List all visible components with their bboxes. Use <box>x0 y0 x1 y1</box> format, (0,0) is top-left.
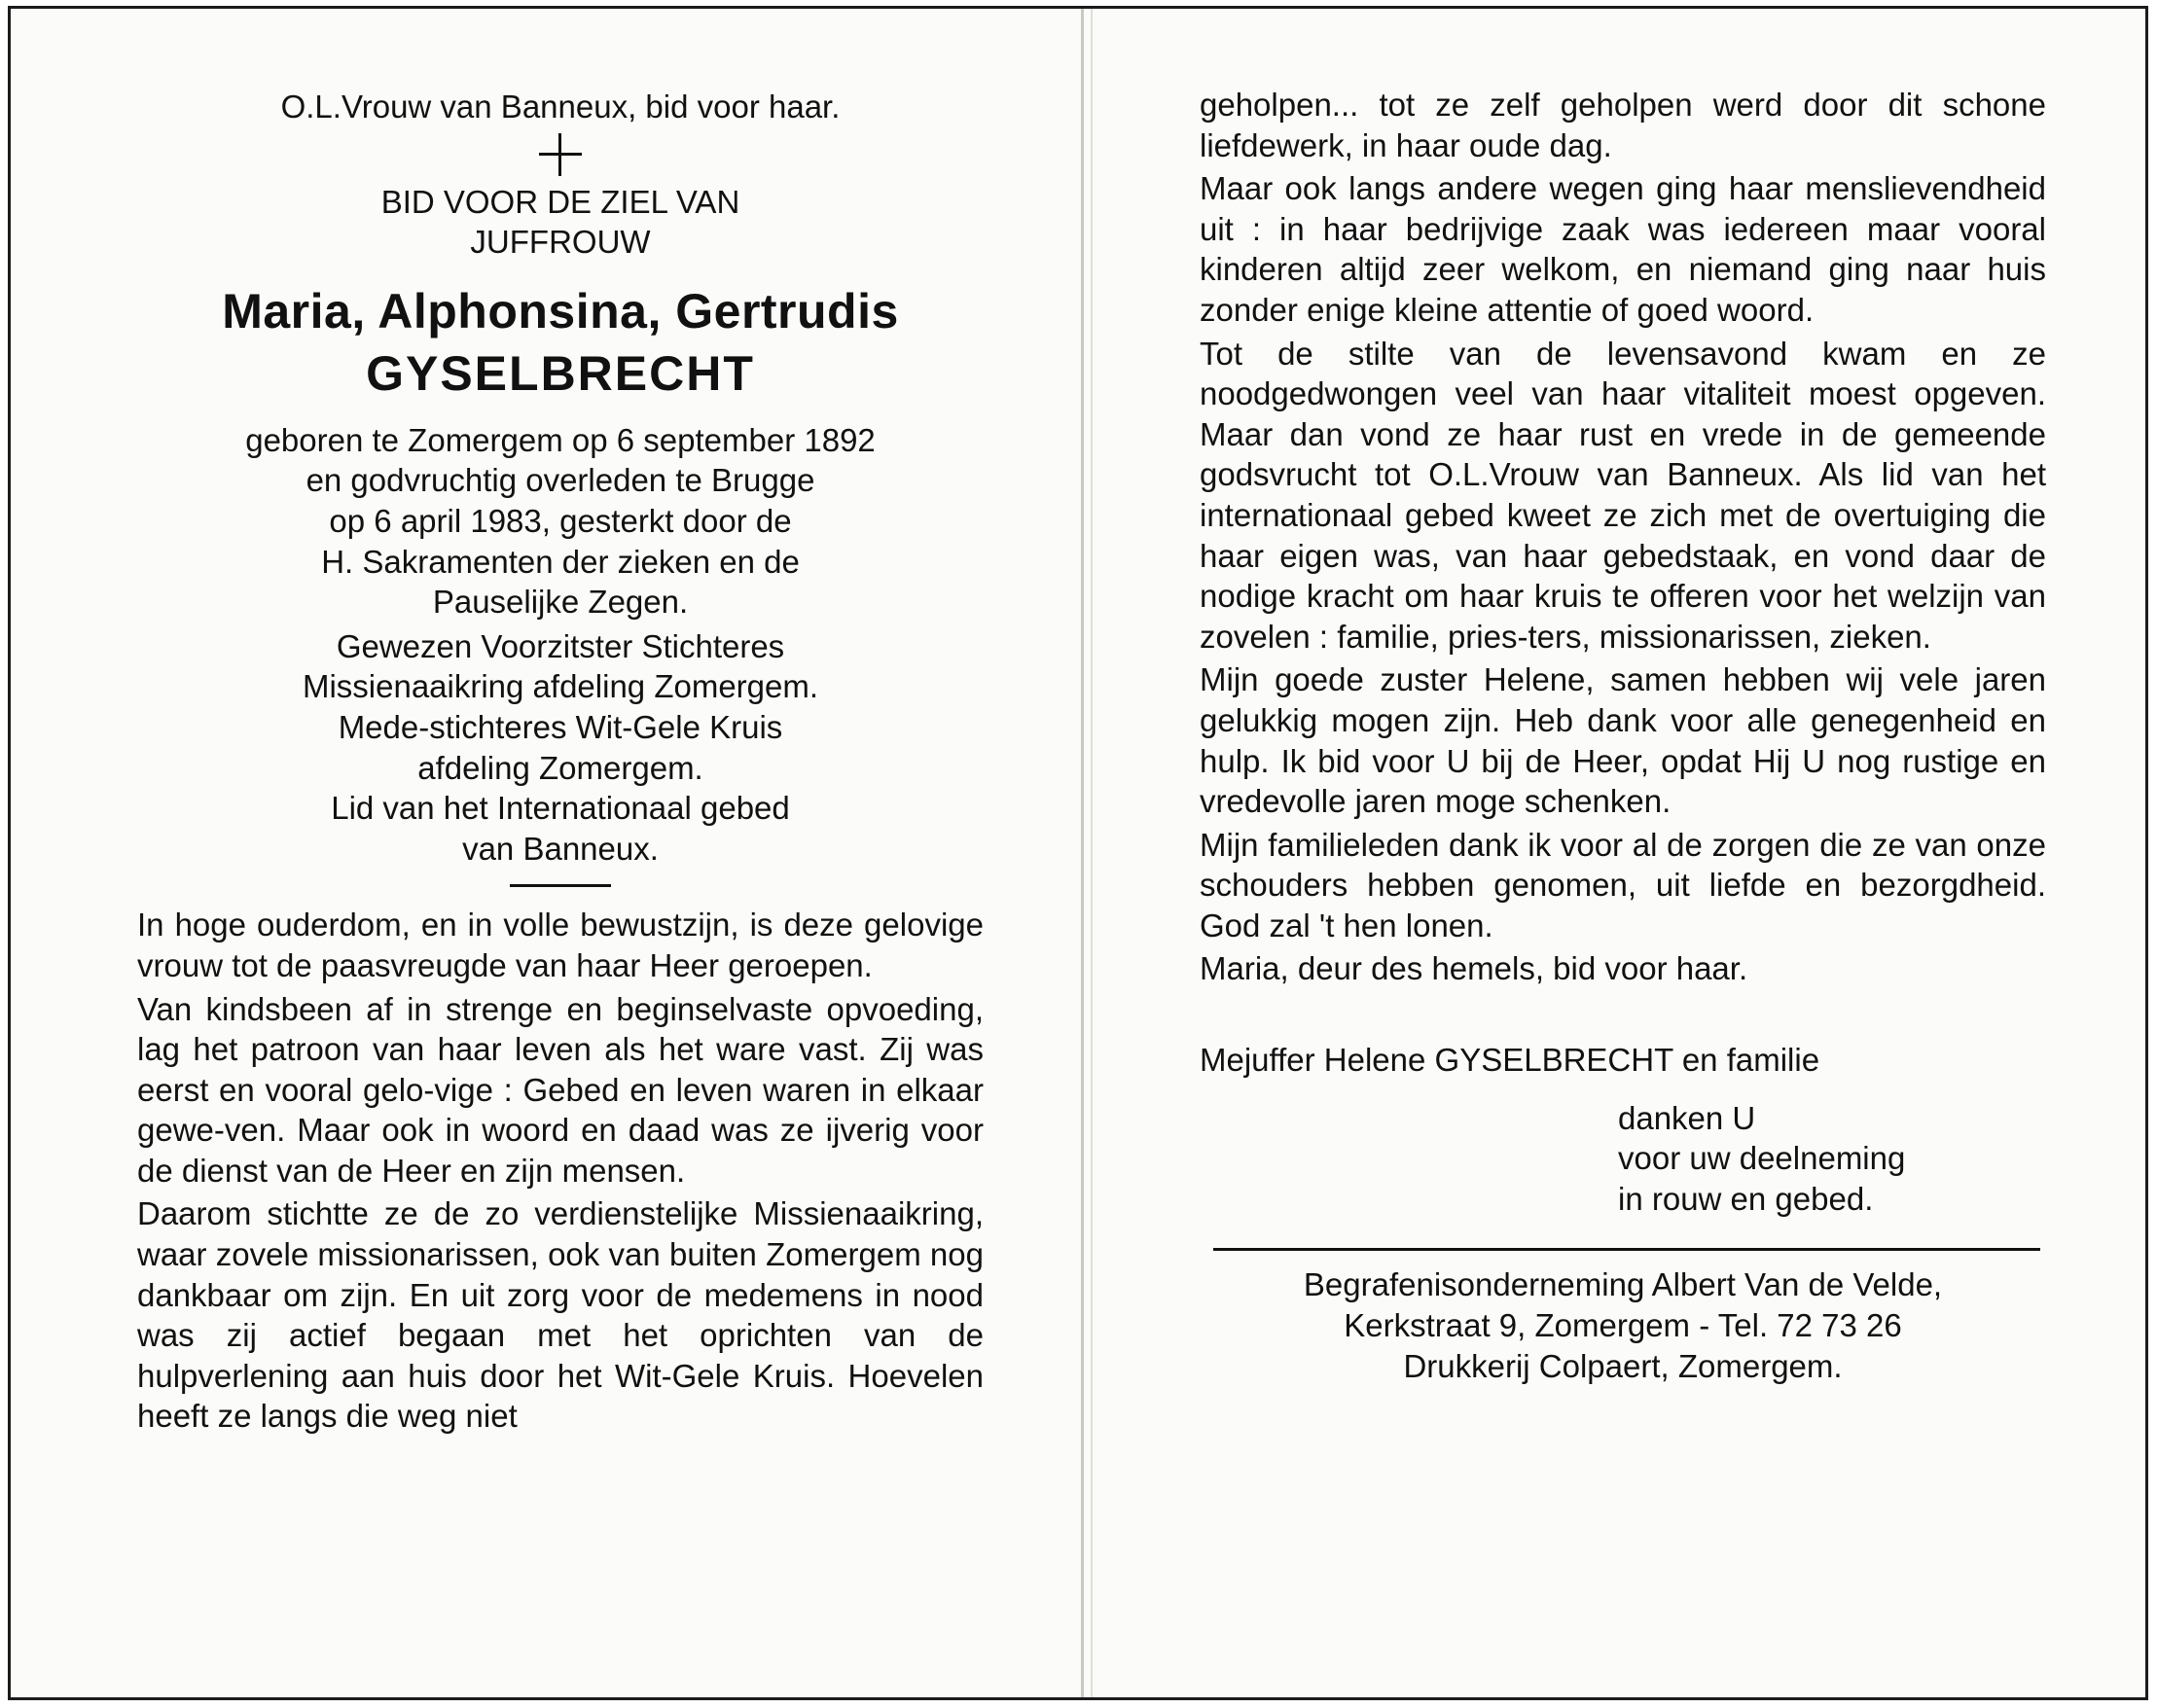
thanks-line: danken U <box>1618 1099 1756 1136</box>
bio-block <box>137 420 984 623</box>
thanks-line: voor uw deelneming <box>1618 1140 1906 1177</box>
surname: GYSELBRECHT <box>366 345 755 401</box>
heading-line-1: BID VOOR DE ZIEL VAN <box>380 183 740 220</box>
paragraph: geholpen... tot ze zelf geholpen werd door dit schone liefdewerk, in haar oude dag. <box>1200 87 2046 163</box>
paragraph: Daarom stichtte ze de zo verdienstelijke Missienaaikring, waar zovele missionarissen, ook van buiten Zomergem nog dankbaar om zijn. En uit zorg voor de medemens in nood was zij actief begaan met het oprichten van de hulpverlening aan huis door het Wit-Gele Kruis. Hoevelen heeft ze langs die weg niet <box>137 1195 984 1435</box>
memorial-card <box>8 6 2148 1700</box>
thanks-block <box>1200 1098 2046 1220</box>
right-page <box>1200 9 2046 1697</box>
heading-line-2: JUFFROUW <box>470 224 651 261</box>
footer-rule <box>1213 1248 2040 1251</box>
role-line: afdeling Zomergem. <box>417 749 703 786</box>
printer-line: Begrafenisonderneming Albert Van de Velde, <box>1303 1266 1943 1303</box>
thanks-line: in rouw en gebed. <box>1618 1180 1874 1217</box>
role-line: Gewezen Voorzitster Stichteres <box>336 627 785 664</box>
bio-line: op 6 april 1983, gesterkt door de <box>329 502 792 539</box>
given-names: Maria, Alphonsina, Gertrudis <box>222 283 899 338</box>
bio-line: Pauselijke Zegen. <box>432 584 689 621</box>
prayer-bottom: Maria, deur des hemels, bid voor haar. <box>1200 950 1748 987</box>
paragraph: In hoge ouderdom, en in volle bewustzijn, is deze gelovige vrouw tot de paasvreugde van haar Heer geroepen. <box>137 907 984 983</box>
role-line: Lid van het Internationaal gebed <box>331 790 790 827</box>
paragraph: Mijn goede zuster Helene, samen hebben wij vele jaren gelukkig mogen zijn. Heb dank voor alle genegenheid en hulp. Ik bid voor U bij de Heer, opdat Hij U nog rustige en vredevolle jaren moge schenken. <box>1200 661 2046 820</box>
role-line: Missienaaikring afdeling Zomergem. <box>302 668 819 705</box>
printer-line: Drukkerij Colpaert, Zomergem. <box>1403 1347 1843 1384</box>
role-line: van Banneux. <box>462 830 659 867</box>
bio-line: H. Sakramenten der zieken en de <box>321 543 800 580</box>
divider <box>510 884 611 887</box>
paragraph: Mijn familieleden dank ik voor al de zorgen die ze van onze schouders hebben genomen, uit liefde en bezorgdheid. God zal 't hen lonen. <box>1200 826 2046 943</box>
bio-line: en godvruchtig overleden te Brugge <box>306 462 815 499</box>
bio-line: geboren te Zomergem op 6 september 1892 <box>245 421 876 458</box>
paragraph: Maar ook langs andere wegen ging haar menslievendheid uit : in haar bedrijvige zaak was iedereen maar vooral kinderen altijd zeer welkom, en niemand ging naar huis zonder enige kleine attentie of goed woord. <box>1200 170 2046 328</box>
printer-block <box>1200 1264 2046 1386</box>
signature: Mejuffer Helene GYSELBRECHT en familie <box>1200 1042 1820 1079</box>
paragraph: Van kindsbeen af in strenge en beginselvaste opvoeding, lag het patroon van haar leven als het ware vast. Zij was eerst en vooral gelo-vige : Gebed en leven waren in elkaar gewe-ven. Maar ook in woord en daad was ze ijverig voor de dienst van de Heer en zijn mensen. <box>137 990 984 1189</box>
paragraph: Tot de stilte van de levensavond kwam en ze noodgedwongen veel van haar vitaliteit moest opgeven. Maar dan vond ze haar rust en vrede in de gemeende godsvrucht tot O.L.Vrouw van Banneux. Als lid van het internationaal gebed kweet ze zich met de overtuiging die haar eigen was, van haar gebedstaak, en vond daar de nodige kracht om haar kruis te offeren voor het welzijn van zovelen : familie, pries-ters, missionarissen, zieken. <box>1200 335 2046 655</box>
role-line: Mede-stichteres Wit-Gele Kruis <box>338 708 783 745</box>
card-fold <box>1081 9 1093 1697</box>
left-page <box>137 9 984 1697</box>
cross-icon <box>539 133 582 176</box>
printer-line: Kerkstraat 9, Zomergem - Tel. 72 73 26 <box>1344 1307 1902 1344</box>
prayer-top: O.L.Vrouw van Banneux, bid voor haar. <box>280 89 841 125</box>
roles-block <box>137 626 984 870</box>
